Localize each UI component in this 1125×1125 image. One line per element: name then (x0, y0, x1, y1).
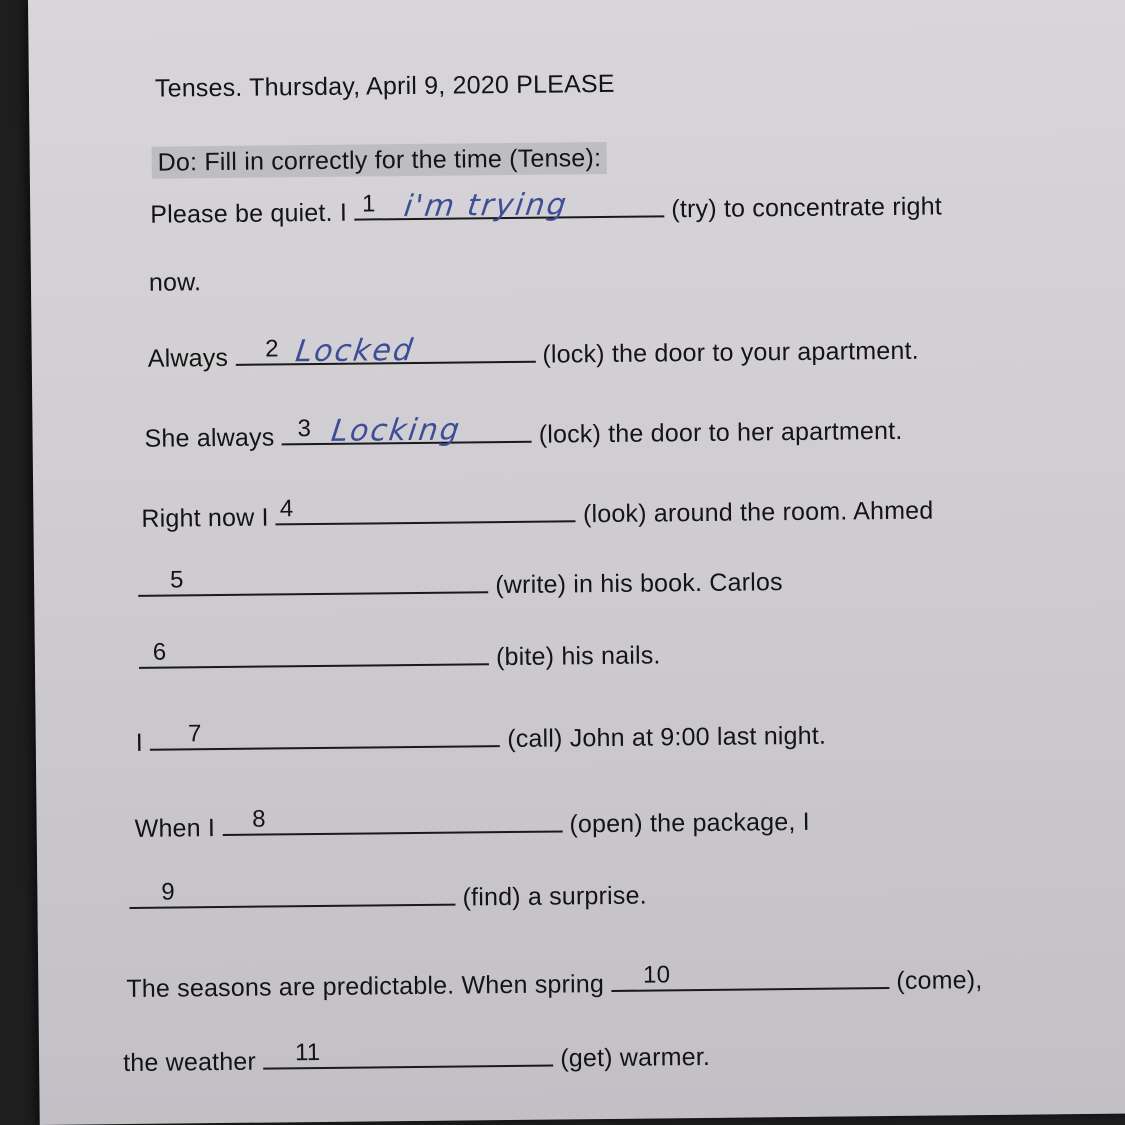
question-1 (150, 187, 943, 229)
question-9-post: (find) a surprise. (462, 881, 647, 912)
question-8 (135, 806, 810, 844)
question-10-post: (come), (896, 966, 983, 995)
blank-11[interactable] (263, 1038, 553, 1070)
question-6 (139, 639, 661, 675)
question-2-pre: Always (147, 343, 229, 373)
blank-9-number: 9 (161, 878, 176, 906)
question-4 (141, 495, 933, 534)
question-1-pre: Please be quiet. I (150, 198, 348, 229)
question-3-pre: She always (144, 423, 275, 453)
blank-10-number: 10 (642, 961, 671, 989)
question-7-post: (call) John at 9:00 last night. (507, 721, 827, 754)
question-9 (129, 880, 647, 916)
question-5 (138, 566, 783, 604)
blank-1[interactable] (354, 187, 664, 225)
blank-4-number: 4 (279, 495, 294, 523)
blank-10[interactable] (611, 961, 889, 992)
blank-4[interactable] (276, 495, 576, 525)
question-1-post: (try) to concentrate right (671, 192, 943, 224)
question-2-post: (lock) the door to your apartment. (542, 336, 919, 369)
blank-6-number: 6 (152, 638, 167, 666)
question-8-pre: When I (134, 814, 216, 843)
blank-8-number: 8 (252, 805, 266, 833)
blank-2[interactable] (235, 332, 535, 370)
question-8-post: (open) the package, I (569, 807, 810, 839)
question-1-continuation: now. (148, 268, 202, 297)
question-3-post: (lock) the door to her apartment. (538, 416, 903, 449)
blank-7-number: 7 (187, 720, 202, 748)
question-6-post: (bite) his nails. (495, 641, 661, 672)
question-2 (147, 332, 919, 374)
blank-5[interactable] (138, 566, 488, 597)
blank-9[interactable] (129, 878, 455, 909)
answer-2: Locked (292, 332, 416, 370)
instruction (152, 144, 608, 178)
blank-11-number: 11 (294, 1038, 321, 1067)
question-10-pre: The seasons are predictable. When spring (126, 970, 605, 1004)
blank-5-number: 5 (169, 566, 184, 594)
worksheet-title: Tenses. Thursday, April 9, 2020 PLEASE (154, 69, 615, 103)
question-7 (136, 720, 827, 758)
worksheet-paper (28, 0, 1125, 1125)
question-7-pre: I (135, 728, 144, 757)
question-3 (144, 412, 903, 454)
question-11-post: (get) warmer. (560, 1042, 711, 1073)
instruction-text: Do: Fill in correctly for the time (Tense): (152, 142, 608, 179)
question-11 (122, 1038, 711, 1078)
blank-2-number: 2 (265, 335, 279, 363)
question-10 (126, 961, 983, 1004)
blank-7[interactable] (150, 720, 500, 751)
question-4-pre: Right now I (141, 503, 269, 533)
blank-6[interactable] (139, 638, 489, 669)
answer-3: Locking (329, 412, 464, 449)
question-11-pre: the weather (122, 1047, 257, 1078)
blank-8[interactable] (222, 805, 562, 836)
question-4-post: (look) around the room. Ahmed (582, 496, 934, 529)
blank-3[interactable] (281, 412, 531, 449)
answer-1: i'm trying (401, 187, 570, 225)
blank-3-number: 3 (297, 415, 312, 443)
question-5-post: (write) in his book. Carlos (495, 568, 783, 600)
blank-1-number: 1 (361, 190, 376, 218)
